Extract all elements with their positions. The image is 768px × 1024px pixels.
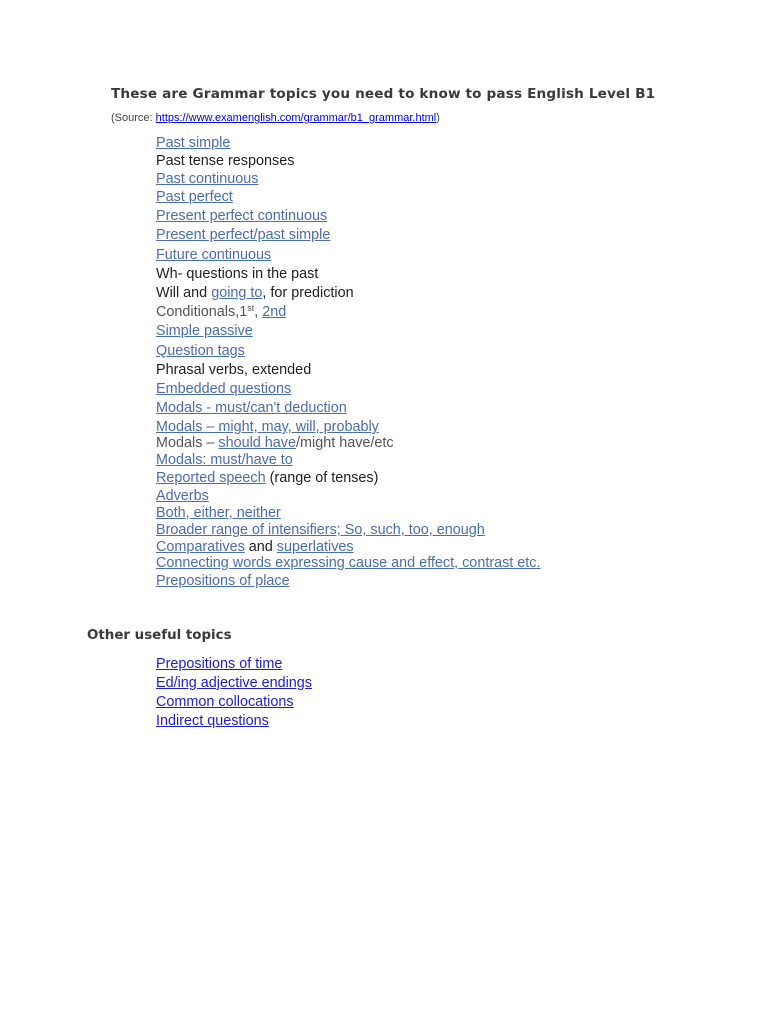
- topic-text: Will and: [156, 285, 212, 301]
- topic-link[interactable]: Common collocations: [156, 694, 294, 710]
- topic-text: and: [244, 539, 277, 555]
- source-line: [111, 112, 440, 124]
- topic-link[interactable]: Ed/ing adjective endings: [156, 675, 313, 691]
- topic-link[interactable]: Indirect questions: [156, 713, 269, 729]
- topic-text: Wh- questions in the past: [156, 266, 319, 282]
- topic-link[interactable]: Both, either, neither: [156, 505, 281, 521]
- topic-text: Modals –: [156, 435, 219, 451]
- topic-text: Past tense responses: [156, 153, 295, 169]
- topic-link[interactable]: should have: [218, 435, 297, 451]
- topic-link[interactable]: Comparatives: [156, 539, 245, 555]
- source-prefix: (Source:: [111, 112, 156, 124]
- topic-link[interactable]: Embedded questions: [156, 381, 292, 397]
- topic-text: /might have/etc: [296, 435, 394, 451]
- topic-link[interactable]: Modals: must/have to: [156, 452, 293, 468]
- source-suffix: ): [436, 112, 440, 124]
- topic-link[interactable]: Question tags: [156, 343, 245, 359]
- topic-link[interactable]: Prepositions of place: [156, 573, 290, 589]
- topic-link[interactable]: 2nd: [262, 304, 287, 320]
- topic-link[interactable]: Present perfect/past simple: [156, 227, 331, 243]
- document-title: These are Grammar topics you need to know to pass English Level B1: [111, 86, 656, 102]
- source-link[interactable]: https://www.examenglish.com/grammar/b1_grammar.html: [155, 112, 437, 124]
- topic-link[interactable]: Present perfect continuous: [156, 208, 328, 224]
- topic-link[interactable]: Future continuous: [156, 247, 272, 263]
- topic-link[interactable]: Prepositions of time: [156, 656, 283, 672]
- topic-link[interactable]: Simple passive: [156, 323, 253, 339]
- topic-text: , for prediction: [262, 285, 354, 301]
- topic-link[interactable]: Past continuous: [156, 171, 259, 187]
- topic-link[interactable]: going to: [211, 285, 263, 301]
- topic-link[interactable]: Modals - must/can't deduction: [156, 400, 347, 416]
- topic-link[interactable]: Past simple: [156, 135, 231, 151]
- topic-link[interactable]: Adverbs: [156, 488, 209, 504]
- superscript: st: [247, 303, 255, 313]
- topic-text: (range of tenses): [265, 470, 379, 486]
- topic-text: Phrasal verbs, extended: [156, 362, 312, 378]
- topic-link[interactable]: Connecting words expressing cause and effect, contrast etc.: [156, 555, 541, 571]
- topic-link[interactable]: Past perfect: [156, 189, 233, 205]
- topic-link[interactable]: Reported speech: [156, 470, 266, 486]
- topic-link[interactable]: superlatives: [276, 539, 354, 555]
- topic-text: ,: [254, 304, 263, 320]
- topic-link[interactable]: Modals – might, may, will, probably: [156, 419, 379, 435]
- topic-link[interactable]: Broader range of intensifiers; So, such, too, enough: [156, 522, 485, 538]
- topic-text: Conditionals,1: [156, 304, 248, 320]
- other-topics-heading: Other useful topics: [87, 628, 232, 643]
